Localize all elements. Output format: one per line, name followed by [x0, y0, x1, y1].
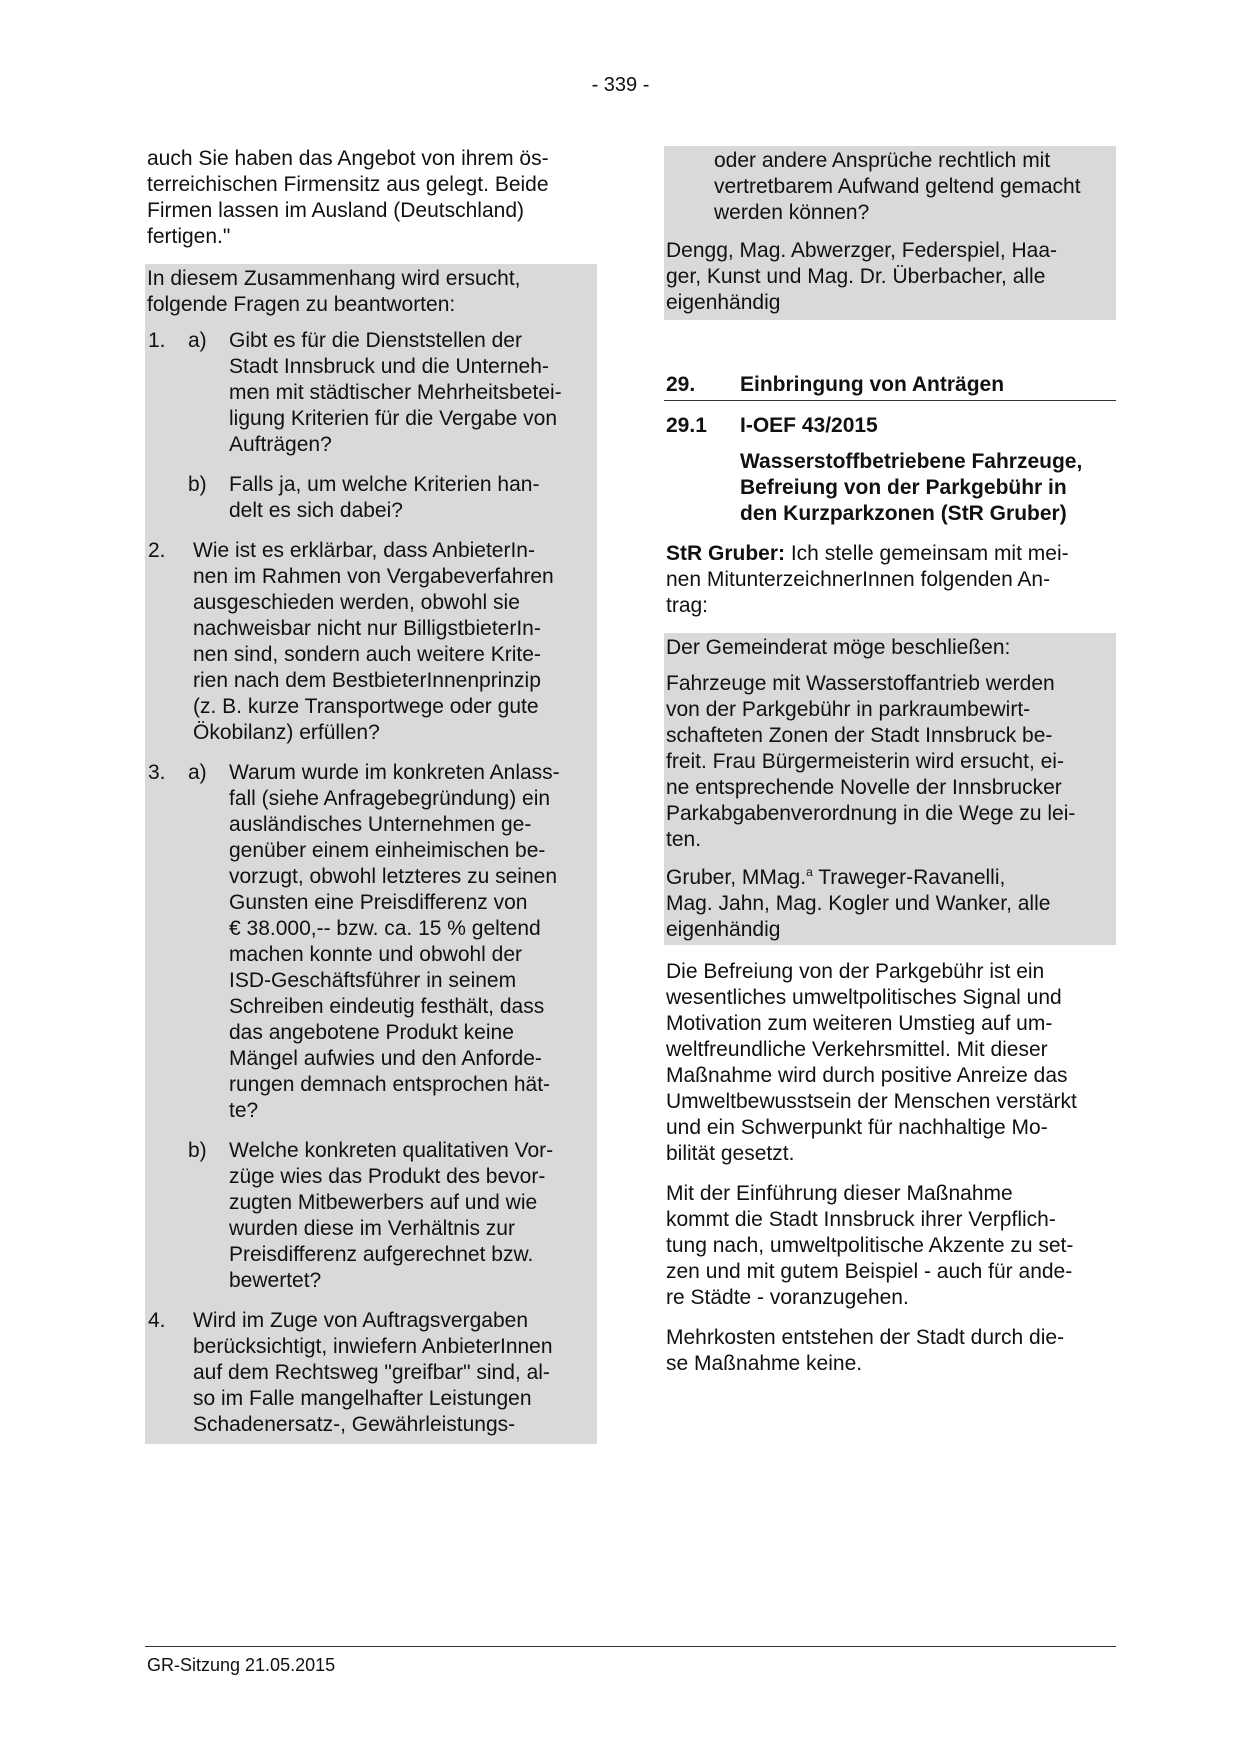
justification-paragraph-3: [664, 1325, 1116, 1377]
text-line: Ökobilanz) erfüllen?: [193, 721, 380, 744]
text-line: werden können?: [714, 201, 870, 224]
text-line: nen sind, sondern auch weitere Krite-: [193, 643, 541, 666]
text-line: auf dem Rechtsweg "greifbar" sind, al-: [193, 1361, 550, 1384]
text-line: Mehrkosten entstehen der Stadt durch die-: [666, 1326, 1065, 1349]
text-line: In diesem Zusammenhang wird ersucht,: [147, 267, 521, 290]
text-line: Falls ja, um welche Kriterien han-: [229, 473, 540, 496]
page-number: - 339 -: [591, 74, 650, 96]
text-line: delt es sich dabei?: [229, 499, 403, 522]
text-line: Gruber, MMag.: [666, 866, 807, 889]
text-line: nachweisbar nicht nur BilligstbieterIn-: [193, 617, 541, 640]
text-line: Motivation zum weiteren Umstieg auf um-: [666, 1012, 1053, 1035]
subquestion-label: a): [188, 329, 207, 352]
text-line: Warum wurde im konkreten Anlass-: [229, 761, 560, 784]
text-line: ISD-Geschäftsführer in seinem: [229, 969, 517, 992]
text-line: te?: [229, 1099, 259, 1122]
left-column: [145, 146, 597, 1444]
text-line: fall (siehe Anfragebegründung) ein: [229, 787, 551, 810]
question-3a: [145, 752, 597, 1130]
superscript: a: [806, 865, 813, 879]
question-intro: [145, 264, 597, 320]
text-line: ligung Kriterien für die Vergabe von: [229, 407, 558, 430]
text-line: Der Gemeinderat möge beschließen:: [666, 636, 1011, 659]
text-line: eigenhändig: [666, 291, 781, 314]
text-line: ausländisches Unternehmen ge-: [229, 813, 532, 836]
text-line: züge wies das Produkt des bevor-: [229, 1165, 546, 1188]
text-line: folgende Fragen zu beantworten:: [147, 293, 456, 316]
text-line: trag:: [666, 594, 709, 617]
text-line: vertretbarem Aufwand geltend gemacht: [714, 175, 1081, 198]
text-line: berücksichtigt, inwiefern AnbieterInnen: [193, 1335, 553, 1358]
text-line: rien nach dem BestbieterInnenprinzip: [193, 669, 541, 692]
text-line: von der Parkgebühr in parkraumbewirt-: [666, 698, 1031, 721]
text-line: Stadt Innsbruck und die Unterneh-: [229, 355, 549, 378]
motion-text: [664, 663, 1116, 857]
motion-block: [664, 633, 1116, 945]
text-line: vorzugt, obwohl letzteres zu seinen: [229, 865, 558, 888]
text-line: Mängel aufwies und den Anforde-: [229, 1047, 542, 1070]
section-heading: [664, 368, 1116, 401]
text-line: wurden diese im Verhältnis zur: [229, 1217, 515, 1240]
footer-divider: [145, 1646, 1116, 1647]
text-line: Ich stelle gemeinsam mit mei-: [785, 542, 1069, 565]
subsection-title: [664, 449, 1116, 527]
text-line: den Kurzparkzonen (StR Gruber): [740, 502, 1067, 525]
justification-paragraph-2: [664, 1181, 1116, 1311]
text-line: terreichischen Firmensitz aus gelegt. Beide: [147, 173, 549, 196]
text-line: Befreiung von der Parkgebühr in: [740, 476, 1067, 499]
text-line: Mit der Einführung dieser Maßnahme: [666, 1182, 1013, 1205]
text-line: machen konnte und obwohl der: [229, 943, 523, 966]
subquestion-label: b): [188, 1139, 207, 1162]
text-line: Schadenersatz-, Gewährleistungs-: [193, 1413, 516, 1436]
text-line: Schreiben eindeutig festhält, dass: [229, 995, 545, 1018]
subquestion-label: b): [188, 473, 207, 496]
subsection-heading: [664, 413, 1116, 439]
text-line: bewertet?: [229, 1269, 322, 1292]
text-line: Gunsten eine Preisdifferenz von: [229, 891, 528, 914]
text-line: ausgeschieden werden, obwohl sie: [193, 591, 520, 614]
text-line: Mag. Jahn, Mag. Kogler und Wanker, alle: [666, 892, 1051, 915]
text-line: Maßnahme wird durch positive Anreize das: [666, 1064, 1068, 1087]
text-line: und ein Schwerpunkt für nachhaltige Mo-: [666, 1116, 1048, 1139]
text-line: tung nach, umweltpolitische Akzente zu set-: [666, 1234, 1074, 1257]
text-line: freit. Frau Bürgermeisterin wird ersucht, ei-: [666, 750, 1064, 773]
text-line: weltfreundliche Verkehrsmittel. Mit dieser: [666, 1038, 1048, 1061]
question-2: [145, 530, 597, 752]
text-line: wesentliches umweltpolitisches Signal und: [666, 986, 1062, 1009]
justification-paragraph-1: [664, 959, 1116, 1167]
question-1b: [145, 464, 597, 530]
text-line: se Maßnahme keine.: [666, 1352, 863, 1375]
text-line: Fahrzeuge mit Wasserstoffantrieb werden: [666, 672, 1055, 695]
section-number: 29.: [666, 373, 696, 396]
text-line: bilität gesetzt.: [666, 1142, 795, 1165]
text-line: nen MitunterzeichnerInnen folgenden An-: [666, 568, 1051, 591]
question-number: 2.: [148, 539, 166, 562]
text-line: Welche konkreten qualitativen Vor-: [229, 1139, 554, 1162]
text-line: Wird im Zuge von Auftragsvergaben: [193, 1309, 528, 1332]
motion-heading: [664, 633, 1116, 663]
text-line: Firmen lassen im Ausland (Deutschland): [147, 199, 524, 222]
text-line: fertigen.": [147, 225, 231, 248]
text-line: Umweltbewusstsein der Menschen verstärkt: [666, 1090, 1077, 1113]
text-line: € 38.000,-- bzw. ca. 15 % geltend: [229, 917, 541, 940]
text-line: eigenhändig: [666, 918, 781, 941]
intro-paragraph: [145, 146, 597, 250]
subsection-number: 29.1: [666, 414, 707, 437]
text-line: zugten Mitbewerbers auf und wie: [229, 1191, 538, 1214]
text-line: Wie ist es erklärbar, dass AnbieterIn-: [193, 539, 535, 562]
text-line: Parkabgabenverordnung in die Wege zu lei-: [666, 802, 1076, 825]
motion-signers: [664, 857, 1116, 945]
text-line: ten.: [666, 828, 702, 851]
text-line: Gibt es für die Dienststellen der: [229, 329, 522, 352]
text-line: Aufträgen?: [229, 433, 332, 456]
text-line: auch Sie haben das Angebot von ihrem ös-: [147, 147, 549, 170]
section-title: Einbringung von Anträgen: [740, 373, 1005, 396]
text-line: Die Befreiung von der Parkgebühr ist ein: [666, 960, 1045, 983]
text-line: genüber einem einheimischen be-: [229, 839, 546, 862]
right-column: [664, 146, 1116, 1377]
text-line: oder andere Ansprüche rechtlich mit: [714, 149, 1051, 172]
speaker-name: StR Gruber:: [666, 542, 786, 565]
text-line: ger, Kunst und Mag. Dr. Überbacher, alle: [666, 265, 1046, 288]
question-1a: [145, 320, 597, 464]
text-line: (z. B. kurze Transportwege oder gute: [193, 695, 539, 718]
text-line: nen im Rahmen von Vergabeverfahren: [193, 565, 554, 588]
speaker-paragraph: [664, 541, 1116, 619]
text-line: zen und mit gutem Beispiel - auch für ande-: [666, 1260, 1073, 1283]
text-line: Dengg, Mag. Abwerzger, Federspiel, Haa-: [666, 239, 1058, 262]
question-4-continuation: [664, 146, 1116, 228]
question-number: 4.: [148, 1309, 166, 1332]
question-continuation-block: [664, 146, 1116, 320]
footer-text: GR-Sitzung 21.05.2015: [147, 1655, 336, 1675]
text-line: so im Falle mangelhafter Leistungen: [193, 1387, 532, 1410]
question-number: 1.: [148, 329, 166, 352]
inquiry-signers: [664, 228, 1116, 320]
text-line: ne entsprechende Novelle der Innsbrucker: [666, 776, 1062, 799]
question-block: [145, 264, 597, 1444]
subquestion-label: a): [188, 761, 207, 784]
text-line: schafteten Zonen der Stadt Innsbruck be-: [666, 724, 1053, 747]
text-line: kommt die Stadt Innsbruck ihrer Verpflich-: [666, 1208, 1056, 1231]
text-line: re Städte - voranzugehen.: [666, 1286, 909, 1309]
text-line: Preisdifferenz aufgerechnet bzw.: [229, 1243, 534, 1266]
text-line: rungen demnach entsprochen hät-: [229, 1073, 551, 1096]
question-4: [145, 1300, 597, 1444]
text-line: Traweger-Ravanelli,: [812, 866, 1006, 889]
text-line: Wasserstoffbetriebene Fahrzeuge,: [740, 450, 1083, 473]
question-3b: [145, 1130, 597, 1300]
question-number: 3.: [148, 761, 166, 784]
subsection-code: I-OEF 43/2015: [740, 414, 878, 437]
text-line: men mit städtischer Mehrheitsbetei-: [229, 381, 562, 404]
text-line: das angebotene Produkt keine: [229, 1021, 514, 1044]
